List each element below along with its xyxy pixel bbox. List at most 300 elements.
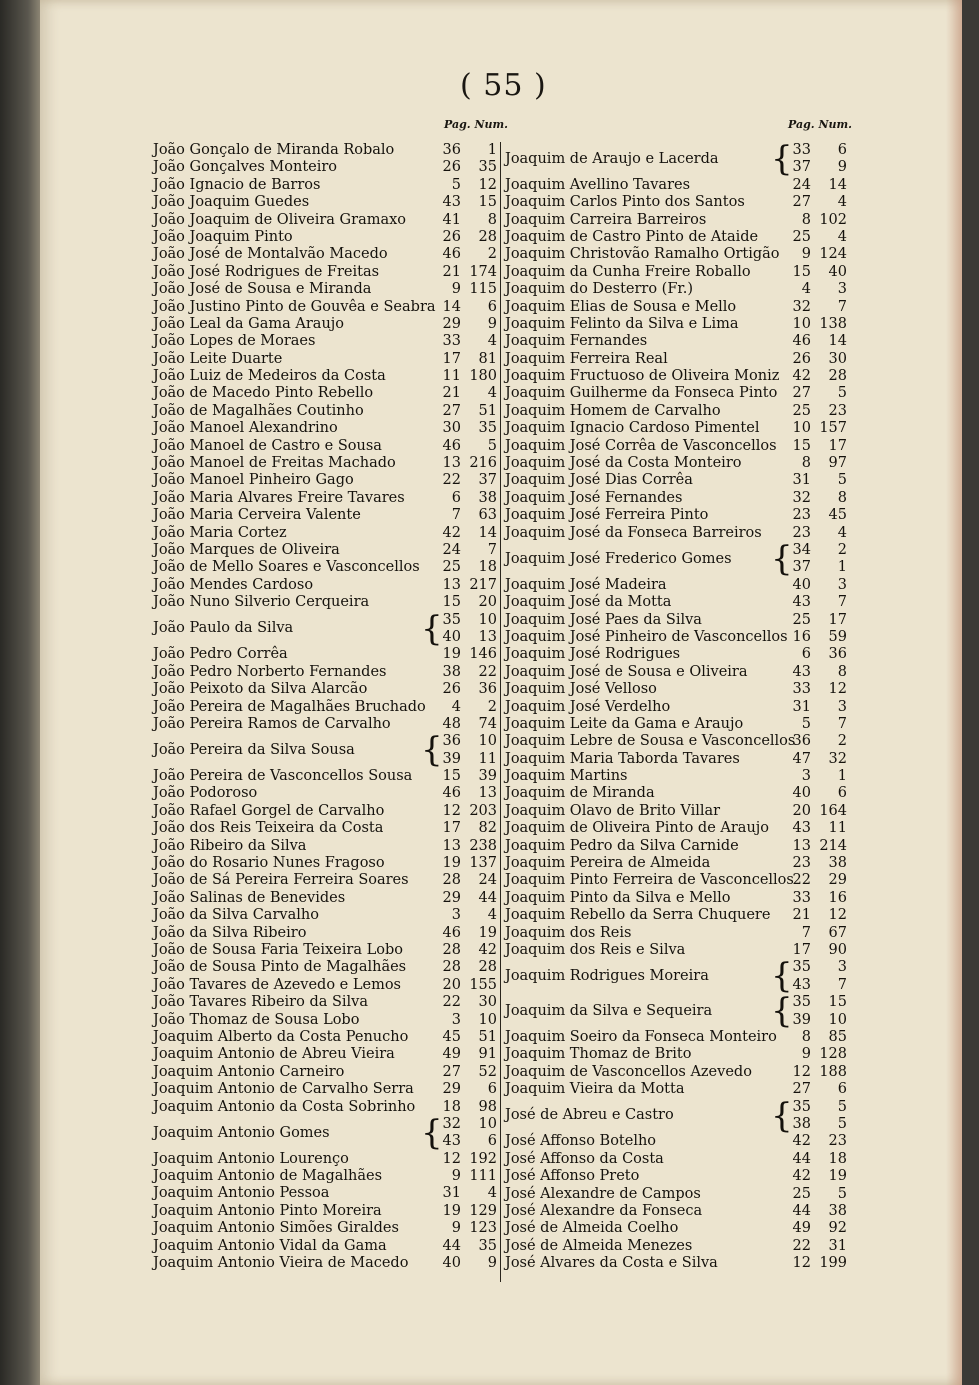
entry-number: 37 — [478, 472, 497, 489]
entry-page: 46 — [442, 246, 461, 263]
entry-page: 31 — [442, 1185, 461, 1202]
entry-page: 49 — [792, 1220, 811, 1237]
index-entry — [149, 1203, 497, 1220]
entry-name: Joaquim Soeiro da Fonseca Monteiro — [505, 1028, 777, 1045]
index-entry — [501, 594, 853, 611]
entry-page: 23 — [792, 524, 811, 541]
entry-name: Joaquim Antonio Vidal da Gama — [153, 1237, 387, 1254]
index-entry — [149, 577, 497, 594]
index-entry — [149, 368, 497, 385]
entry-page: 5 — [451, 176, 461, 193]
entry-name: João Pedro Norberto Fernandes — [153, 663, 387, 680]
index-entry — [501, 368, 853, 385]
entry-number: 8 — [837, 489, 847, 506]
entry-name: João Tavares Ribeiro da Silva — [153, 994, 369, 1011]
index-entry — [149, 1029, 497, 1046]
entry-number: 192 — [469, 1150, 497, 1167]
entry-page: 32 — [792, 298, 811, 315]
entry-number: 51 — [478, 1028, 497, 1045]
entry-name: João de Sousa Faria Teixeira Lobo — [153, 942, 403, 958]
brace-glyph: { — [771, 991, 793, 1032]
entry-page: 18 — [442, 1098, 461, 1115]
entry-name: Joaquim Antonio Vieira de Macedo — [153, 1255, 409, 1272]
index-entry — [501, 1220, 853, 1237]
entry-name: João Joaquim de Oliveira Gramaxo — [153, 211, 407, 228]
entry-number-2: 6 — [487, 1133, 497, 1150]
entry-name: José de Abreu e Castro — [505, 1107, 674, 1124]
index-entry — [501, 803, 853, 820]
entry-number: 4 — [487, 385, 497, 402]
entry-number: 8 — [837, 663, 847, 680]
entry-number: 44 — [478, 889, 497, 906]
entry-page: 9 — [801, 246, 811, 263]
index-entry — [149, 803, 497, 820]
entry-number: 31 — [828, 1237, 847, 1254]
entry-name: Joaquim Elias de Sousa e Mello — [505, 298, 737, 315]
entry-name: Joaquim Pinto Ferreira de Vasconcellos — [505, 872, 794, 889]
index-entry — [501, 212, 853, 229]
entry-number: 5 — [837, 1098, 847, 1115]
entry-name: João Paulo da Silva — [153, 620, 294, 637]
entry-number: 5 — [837, 385, 847, 402]
index-entry — [149, 1081, 497, 1098]
index-entry — [501, 855, 853, 872]
entry-page: 15 — [442, 594, 461, 611]
entry-name: Joaquim Lebre de Sousa e Vasconcellos — [505, 733, 796, 750]
entry-name: Joaquim José Corrêa de Vasconcellos — [505, 437, 777, 454]
entry-page: 22 — [792, 872, 811, 889]
index-entry — [149, 785, 497, 802]
entry-number-2: 7 — [837, 976, 847, 993]
index-entry — [149, 351, 497, 368]
entry-page: 25 — [792, 228, 811, 245]
entry-number: 17 — [828, 611, 847, 628]
index-entry — [501, 907, 853, 924]
entry-number: 6 — [837, 142, 847, 158]
entry-page: 48 — [442, 715, 461, 732]
index-entry — [149, 1220, 497, 1237]
entry-number: 23 — [828, 402, 847, 419]
index-entry — [501, 246, 853, 263]
index-entry — [149, 212, 497, 229]
entry-name: Joaquim Fructuoso de Oliveira Moniz — [505, 368, 780, 385]
book-gutter — [0, 0, 40, 1385]
entry-page: 27 — [792, 385, 811, 402]
index-entry — [501, 539, 853, 579]
entry-number: 67 — [828, 924, 847, 941]
entry-name: Joaquim Carreira Barreiros — [505, 211, 707, 228]
index-entry — [149, 838, 497, 855]
page-edge-stain — [946, 0, 962, 1385]
entry-page: 14 — [442, 298, 461, 315]
entry-number: 12 — [828, 907, 847, 924]
entry-page: 44 — [442, 1237, 461, 1254]
index-entry — [149, 559, 497, 576]
entry-name: João de Sousa Pinto de Magalhães — [153, 959, 407, 976]
entry-number-2: 5 — [837, 1115, 847, 1132]
entry-name: Joaquim Antonio Carneiro — [153, 1063, 345, 1080]
entry-name: Joaquim Felinto da Silva e Lima — [505, 315, 739, 332]
entry-number: 82 — [478, 820, 497, 837]
entry-number: 15 — [828, 994, 847, 1011]
entry-page: 40 — [792, 576, 811, 593]
page-number: ( 55 ) — [460, 68, 547, 103]
entry-name: Joaquim José da Fonseca Barreiros — [505, 524, 762, 541]
entry-number: 92 — [828, 1220, 847, 1237]
index-entry — [149, 977, 497, 994]
index-entry — [149, 1099, 497, 1116]
entry-page: 9 — [451, 1220, 461, 1237]
entry-page: 8 — [801, 1028, 811, 1045]
entry-number: 4 — [837, 228, 847, 245]
entry-page: 12 — [792, 1255, 811, 1272]
entry-page: 17 — [442, 820, 461, 837]
entry-number: 32 — [828, 750, 847, 767]
entry-page: 43 — [792, 820, 811, 837]
index-entry — [149, 890, 497, 907]
entry-page: 30 — [442, 420, 461, 437]
index-entry — [501, 194, 853, 211]
entry-number: 19 — [828, 1168, 847, 1185]
index-entry — [501, 890, 853, 907]
entry-page: 25 — [792, 611, 811, 628]
entry-number: 3 — [837, 959, 847, 976]
entry-page: 9 — [451, 1168, 461, 1185]
entry-page-2: 37 — [792, 559, 811, 576]
entry-number: 203 — [469, 802, 497, 819]
entry-number: 14 — [828, 333, 847, 350]
entry-number: 74 — [478, 715, 497, 732]
entry-page: 36 — [442, 733, 461, 750]
entry-page: 43 — [792, 663, 811, 680]
entry-number: 4 — [487, 907, 497, 924]
entry-page: 33 — [792, 889, 811, 906]
entry-name: Joaquim de Oliveira Pinto de Araujo — [505, 820, 770, 837]
entry-number: 180 — [469, 368, 497, 385]
brace-glyph: { — [421, 608, 443, 649]
entry-name: João de Sá Pereira Ferreira Soares — [153, 872, 409, 889]
entry-name: José Affonso Preto — [505, 1168, 640, 1185]
entry-name: Joaquim Guilherme da Fonseca Pinto — [505, 385, 778, 402]
index-entry — [501, 1168, 853, 1185]
entry-number: 2 — [837, 733, 847, 750]
entry-number: 40 — [828, 263, 847, 280]
entry-number: 42 — [478, 942, 497, 958]
entry-number: 3 — [837, 698, 847, 715]
index-entry — [501, 699, 853, 716]
entry-page: 28 — [442, 959, 461, 976]
entry-number: 2 — [487, 246, 497, 263]
entry-name: Joaquim Maria Taborda Tavares — [505, 750, 740, 767]
entry-number: 199 — [819, 1255, 847, 1272]
entry-name: Joaquim da Cunha Freire Roballo — [505, 263, 751, 280]
index-entry — [501, 455, 853, 472]
entry-page: 43 — [442, 194, 461, 211]
index-entry — [149, 194, 497, 211]
index-entry — [501, 1046, 853, 1063]
entry-number: 124 — [819, 246, 847, 263]
entry-page: 41 — [442, 211, 461, 228]
entry-page: 24 — [442, 541, 461, 558]
entry-page: 27 — [792, 194, 811, 211]
index-entry — [149, 507, 497, 524]
entry-page: 23 — [792, 855, 811, 872]
entry-page: 26 — [442, 228, 461, 245]
entry-number: 15 — [478, 194, 497, 211]
index-entry — [501, 1081, 853, 1098]
entry-number: 6 — [487, 1081, 497, 1098]
entry-name: João Marques de Oliveira — [153, 541, 340, 558]
entry-number: 98 — [478, 1098, 497, 1115]
entry-page: 25 — [442, 559, 461, 576]
entry-page: 46 — [792, 333, 811, 350]
entry-page: 35 — [792, 959, 811, 976]
index-entry — [149, 455, 497, 472]
entry-page: 26 — [442, 681, 461, 698]
entry-number: 18 — [828, 1150, 847, 1167]
entry-name: Joaquim dos Reis e Silva — [505, 942, 686, 958]
entry-page: 13 — [442, 576, 461, 593]
entry-name: João da Silva Carvalho — [153, 907, 319, 924]
index-entry — [501, 768, 853, 785]
entry-page: 42 — [792, 1133, 811, 1150]
entry-page: 15 — [442, 768, 461, 785]
entry-name: Joaquim José Paes da Silva — [505, 611, 702, 628]
entry-name: Joaquim Antonio Pinto Moreira — [153, 1202, 382, 1219]
entry-page: 47 — [792, 750, 811, 767]
entry-number: 5 — [837, 472, 847, 489]
entry-name: Joaquim Antonio da Costa Sobrinho — [153, 1098, 416, 1115]
entry-number-2: 10 — [828, 1011, 847, 1028]
entry-page: 46 — [442, 785, 461, 802]
entry-page: 3 — [451, 907, 461, 924]
index-entry — [149, 907, 497, 924]
entry-name: Joaquim Antonio Lourenço — [153, 1150, 349, 1167]
entry-name: Joaquim Pereira de Almeida — [505, 855, 711, 872]
entry-page: 19 — [442, 1202, 461, 1219]
entry-number: 111 — [469, 1168, 497, 1185]
entry-number: 115 — [469, 281, 497, 298]
entry-page: 7 — [801, 924, 811, 941]
entry-number: 91 — [478, 1046, 497, 1063]
index-entry — [149, 855, 497, 872]
entry-number: 24 — [478, 872, 497, 889]
entry-page: 33 — [792, 142, 811, 158]
entry-number: 45 — [828, 507, 847, 524]
index-entry — [501, 956, 853, 997]
entry-number: 35 — [478, 159, 497, 176]
entry-page: 13 — [442, 455, 461, 472]
entry-number: 38 — [828, 855, 847, 872]
entry-number: 10 — [478, 733, 497, 750]
entry-number: 3 — [837, 281, 847, 298]
entry-page: 22 — [442, 472, 461, 489]
entry-page: 13 — [442, 837, 461, 854]
entry-page: 9 — [451, 281, 461, 298]
entry-number: 52 — [478, 1063, 497, 1080]
index-entry — [501, 264, 853, 281]
index-entry — [149, 1168, 497, 1185]
entry-name: José Alexandre da Fonseca — [505, 1202, 703, 1219]
index-entry — [501, 646, 853, 663]
entry-number-2: 13 — [478, 628, 497, 645]
index-entry — [501, 872, 853, 889]
entry-page: 29 — [442, 315, 461, 332]
entry-name: Joaquim Olavo de Brito Villar — [505, 802, 721, 819]
entry-page: 23 — [792, 507, 811, 524]
index-entry — [149, 1238, 497, 1255]
index-entry — [501, 420, 853, 437]
index-entry — [149, 646, 497, 663]
entry-name: Joaquim Pedro da Silva Carnide — [505, 837, 739, 854]
index-entry — [149, 420, 497, 437]
entry-number: 36 — [478, 681, 497, 698]
entry-page: 22 — [442, 994, 461, 1011]
index-entry — [149, 1012, 497, 1029]
entry-page-2: 43 — [792, 976, 811, 993]
entry-page: 40 — [442, 1255, 461, 1272]
index-entry — [501, 403, 853, 420]
entry-number: 36 — [828, 646, 847, 663]
index-entry — [501, 1095, 853, 1136]
entry-page: 36 — [442, 142, 461, 158]
index-entry — [501, 991, 853, 1032]
entry-name: Joaquim de Miranda — [505, 785, 655, 802]
entry-page: 17 — [442, 350, 461, 367]
entry-page: 29 — [442, 889, 461, 906]
entry-number: 30 — [478, 994, 497, 1011]
index-entry — [501, 577, 853, 594]
entry-page: 42 — [792, 1168, 811, 1185]
entry-page: 15 — [792, 437, 811, 454]
entry-number: 7 — [837, 715, 847, 732]
entry-number-2: 9 — [837, 159, 847, 176]
index-entry — [149, 1064, 497, 1081]
entry-name: Joaquim de Araujo e Lacerda — [505, 150, 719, 167]
entry-page-2: 37 — [792, 159, 811, 176]
entry-name: Joaquim Antonio Simões Giraldes — [153, 1220, 399, 1237]
entry-name: Joaquim Rodrigues Moreira — [505, 968, 709, 985]
entry-number: 214 — [819, 837, 847, 854]
index-entry — [149, 229, 497, 246]
index-entry — [501, 351, 853, 368]
index-entry — [501, 838, 853, 855]
entry-name: Joaquim José Frederico Gomes — [505, 550, 732, 567]
entry-page: 42 — [442, 524, 461, 541]
entry-name: João de Macedo Pinto Rebello — [153, 385, 374, 402]
entry-number: 14 — [478, 524, 497, 541]
entry-page: 8 — [801, 211, 811, 228]
entry-name: Joaquim Antonio de Carvalho Serra — [153, 1081, 414, 1098]
entry-page: 32 — [792, 489, 811, 506]
entry-number: 128 — [819, 1046, 847, 1063]
entry-page: 3 — [451, 1011, 461, 1028]
entry-page: 17 — [792, 942, 811, 958]
entry-page: 35 — [792, 1098, 811, 1115]
index-entry — [149, 472, 497, 489]
index-entry — [149, 246, 497, 263]
entry-page: 27 — [792, 1081, 811, 1098]
entry-name: Joaquim José da Motta — [505, 594, 672, 611]
entry-page: 19 — [442, 646, 461, 663]
entry-name: João Gonçalo de Miranda Robalo — [153, 142, 395, 158]
entry-name: João Ribeiro da Silva — [153, 837, 307, 854]
entry-name: Joaquim José Dias Corrêa — [505, 472, 693, 489]
entry-number: 123 — [469, 1220, 497, 1237]
entry-page: 38 — [442, 663, 461, 680]
index-entry — [149, 925, 497, 942]
entry-page: 25 — [792, 1185, 811, 1202]
entry-number: 146 — [469, 646, 497, 663]
entry-name: João Manoel de Freitas Machado — [153, 455, 396, 472]
entry-page: 21 — [442, 263, 461, 280]
entry-name: Joaquim do Desterro (Fr.) — [505, 281, 694, 298]
entry-number: 216 — [469, 455, 497, 472]
entry-name: João Manoel de Castro e Sousa — [153, 437, 382, 454]
brace-glyph: { — [771, 956, 793, 997]
entry-number: 11 — [828, 820, 847, 837]
entry-page: 27 — [442, 402, 461, 419]
entry-number: 155 — [469, 976, 497, 993]
entry-name: Joaquim José Velloso — [505, 681, 657, 698]
entry-number: 8 — [487, 211, 497, 228]
entry-page: 33 — [442, 333, 461, 350]
entry-page: 21 — [442, 385, 461, 402]
index-entry — [149, 1046, 497, 1063]
entry-name: João Leite Duarte — [153, 350, 283, 367]
index-entry — [501, 716, 853, 733]
entry-page: 10 — [792, 315, 811, 332]
index-entry — [501, 316, 853, 333]
index-entry — [149, 699, 497, 716]
entry-page: 40 — [792, 785, 811, 802]
index-entry — [149, 525, 497, 542]
entry-number: 137 — [469, 855, 497, 872]
entry-page: 13 — [792, 837, 811, 854]
entry-name: Joaquim Thomaz de Brito — [505, 1046, 692, 1063]
entry-page: 46 — [442, 437, 461, 454]
entry-name: Joaquim Vieira da Motta — [505, 1081, 685, 1098]
brace-glyph: { — [421, 730, 443, 771]
entry-name: Joaquim Avellino Tavares — [505, 176, 691, 193]
entry-number: 19 — [478, 924, 497, 941]
entry-number: 6 — [487, 298, 497, 315]
entry-number: 5 — [837, 1185, 847, 1202]
index-entry — [149, 177, 497, 194]
entry-name: Joaquim José Verdelho — [505, 698, 671, 715]
entry-number: 238 — [469, 837, 497, 854]
index-entry — [149, 1185, 497, 1202]
entry-name: João Joaquim Guedes — [153, 194, 310, 211]
entry-number: 28 — [828, 368, 847, 385]
entry-number: 4 — [837, 524, 847, 541]
entry-number: 39 — [478, 768, 497, 785]
entry-number-2: 1 — [837, 559, 847, 576]
entry-name: Joaquim Leite da Gama e Araujo — [505, 715, 744, 732]
entry-page: 35 — [442, 611, 461, 628]
entry-number: 4 — [487, 333, 497, 350]
index-entry — [501, 281, 853, 298]
entry-name: João Thomaz de Sousa Lobo — [153, 1011, 360, 1028]
index-entry — [501, 1238, 853, 1255]
right-column-header: Pag. Num. — [788, 118, 852, 131]
entry-name: Joaquim de Castro Pinto de Ataide — [505, 228, 759, 245]
entry-name: João Luiz de Medeiros da Costa — [153, 368, 386, 385]
entry-page: 12 — [442, 802, 461, 819]
entry-page-2: 38 — [792, 1115, 811, 1132]
index-entry — [501, 139, 853, 179]
entry-name: João Maria Cerveira Valente — [153, 507, 361, 524]
